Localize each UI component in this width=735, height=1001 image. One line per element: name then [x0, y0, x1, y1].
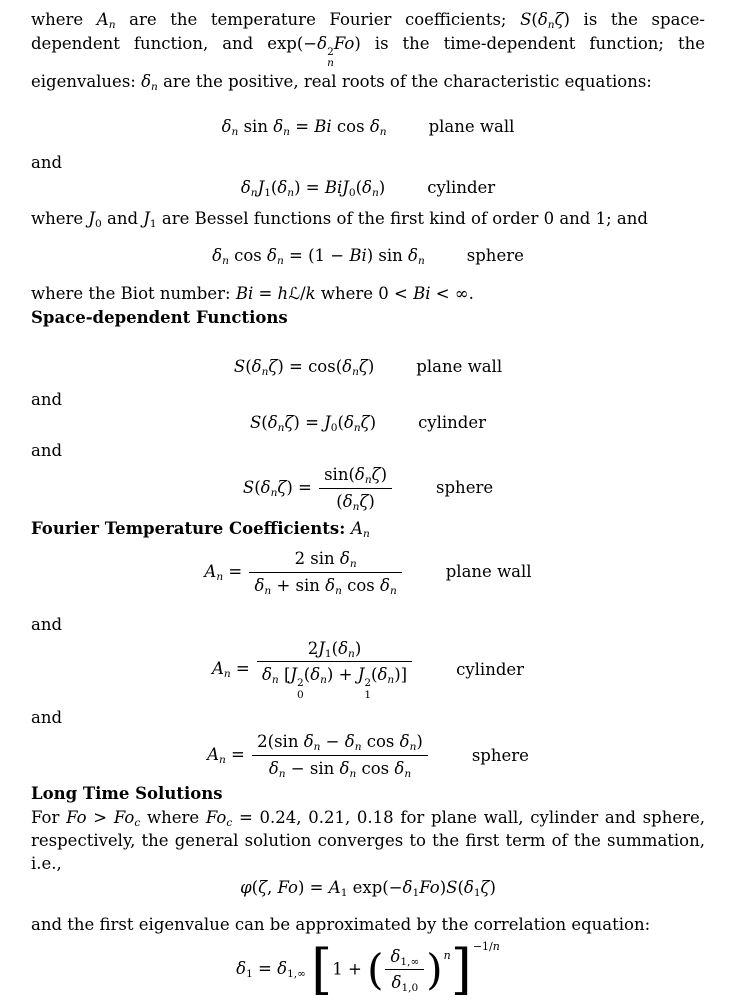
equation-label: plane wall: [428, 117, 515, 137]
equation-label: plane wall: [445, 562, 532, 582]
fraction: [249, 547, 401, 597]
equation-body: $\delta_n$ $\sin \delta_n = Bi$ $\cos \delta_n$: [221, 117, 387, 139]
right-paren: ): [426, 944, 443, 994]
intro-paragraph: where $A_n$ are the temperature Fourier coefficients; $S(\delta_n\zeta)$ is the space-dependent function, and exp(−δ 2 n Fo) is the time-dependent function; the eigenvalues: $\delta_n$ are the positive, real roots of the characteristic equations:: [31, 10, 705, 94]
equation-space-plane-wall: [31, 356, 705, 377]
equation-correlation: [31, 937, 705, 1001]
connector-and-2: and: [31, 389, 63, 409]
heading-long-time-solutions: Long Time Solutions: [31, 784, 223, 804]
long-time-paragraph: For $Fo > Fo_c$ where $Fo_c = 0.24$, 0.21, 0.18 for plane wall, cylinder and sphere, respectively, the general solution converges to the first term of the summation, i.e.,: [31, 808, 705, 874]
equation-body: φ(ζ, $Fo) = A_1$ $\exp(-\delta_1Fo)S(\delta_1\zeta)$: [240, 878, 496, 900]
equation-lhs: $A_n$ =: [204, 561, 248, 583]
equation-label: cylinder: [456, 659, 525, 679]
biot-note-paragraph: where the Biot number: Bi = hℒ/k where 0 < Bi < ∞.: [31, 284, 474, 304]
bracket-inner-prefix: 1 +: [332, 959, 368, 979]
fraction-denominator: $\delta_n - \sin \delta_n$ $\cos \delta_n$: [252, 755, 428, 780]
fraction-numerator: $\delta_{1,\infty}$: [390, 946, 420, 968]
equation-space-sphere: [31, 463, 705, 513]
equation-label: cylinder: [427, 178, 496, 198]
fraction-numerator: 2(sin $\delta_n - \delta_n$ $\cos \delta_n$): [257, 732, 423, 754]
equation-body: $\delta_nJ_1(\delta_n) = BiJ_0(\delta_n)$: [240, 178, 386, 200]
left-bracket: [: [311, 937, 333, 1001]
bracket-exponent: −1/n: [472, 940, 500, 954]
fraction-numerator: $2J_1(\delta_n)$: [307, 638, 362, 661]
equation-label: sphere: [471, 745, 529, 765]
fraction-numerator: $\sin(\delta_n\zeta)$: [324, 465, 388, 487]
fraction: [319, 463, 392, 513]
left-paren: (: [367, 944, 384, 994]
fraction-numerator: 2 $\sin \delta_n$: [294, 549, 357, 571]
equation-body: $\delta_n$ $\cos \delta_n = (1 - Bi)$ $\sin \delta_n$: [212, 245, 425, 268]
paren-exponent: n: [443, 949, 451, 963]
fraction: [252, 730, 428, 780]
heading-fourier-coefficients: Fourier Temperature Coefficients: $A_n$: [31, 519, 370, 541]
connector-and-5: and: [31, 708, 63, 728]
equation-long-time-solution: [31, 877, 705, 898]
equation-label: cylinder: [418, 412, 487, 432]
equation-coefficient-cylinder: [31, 637, 705, 702]
equation-lhs: $A_n$ =: [211, 659, 255, 681]
connector-and-1: and: [31, 153, 63, 173]
equation-space-cylinder: [31, 412, 705, 433]
equation-characteristic-sphere: [31, 245, 705, 266]
equation-characteristic-cylinder: [31, 177, 705, 198]
connector-and-4: and: [31, 614, 63, 634]
right-bracket: ]: [450, 937, 472, 1001]
equation-body: [236, 937, 500, 1001]
equation-body: [212, 637, 414, 702]
equation-lhs: $A_n$ =: [207, 744, 251, 766]
equation-coefficient-plane-wall: [31, 547, 705, 597]
fraction-denominator: $(\delta_n\zeta)$: [319, 488, 392, 513]
equation-body: [204, 547, 403, 597]
fraction: [385, 945, 424, 995]
equation-lhs: $S(\delta_n\zeta)$ =: [242, 477, 318, 499]
equation-characteristic-plane-wall: [31, 116, 705, 137]
equation-label: sphere: [436, 478, 494, 498]
equation-label: plane wall: [416, 357, 503, 377]
equation-coefficient-sphere: [31, 730, 705, 780]
connector-and-3: and: [31, 441, 63, 461]
fraction: [257, 637, 412, 702]
fraction-denominator: $\delta_n$ [J 2 0 $(\delta_n) + J$ 2 1 $(\delta_n)$]: [257, 661, 412, 702]
fraction-denominator: $\delta_n + \sin \delta_n$ $\cos \delta_n$: [249, 572, 401, 597]
correlation-intro-paragraph: and the first eigenvalue can be approximated by the correlation equation:: [31, 914, 651, 934]
fraction-denominator: $\delta_{1,0}$: [385, 969, 424, 994]
equation-body: $S(\delta_n\zeta) = J_0(\delta_n\zeta)$: [249, 412, 377, 434]
equation-body: [207, 730, 430, 780]
equation-body: [243, 463, 394, 513]
equation-body: $S(\delta_n\zeta) = \cos(\delta_n\zeta)$: [233, 357, 375, 379]
equation-lhs: $\delta_1 = \delta_{1,\infty}$: [236, 959, 306, 981]
equation-label: sphere: [466, 245, 524, 265]
heading-space-dependent-functions: Space-dependent Functions: [31, 308, 288, 328]
bessel-note-paragraph: where $J_0$ and $J_1$ are Bessel functions of the first kind of order 0 and 1; and: [31, 208, 648, 231]
